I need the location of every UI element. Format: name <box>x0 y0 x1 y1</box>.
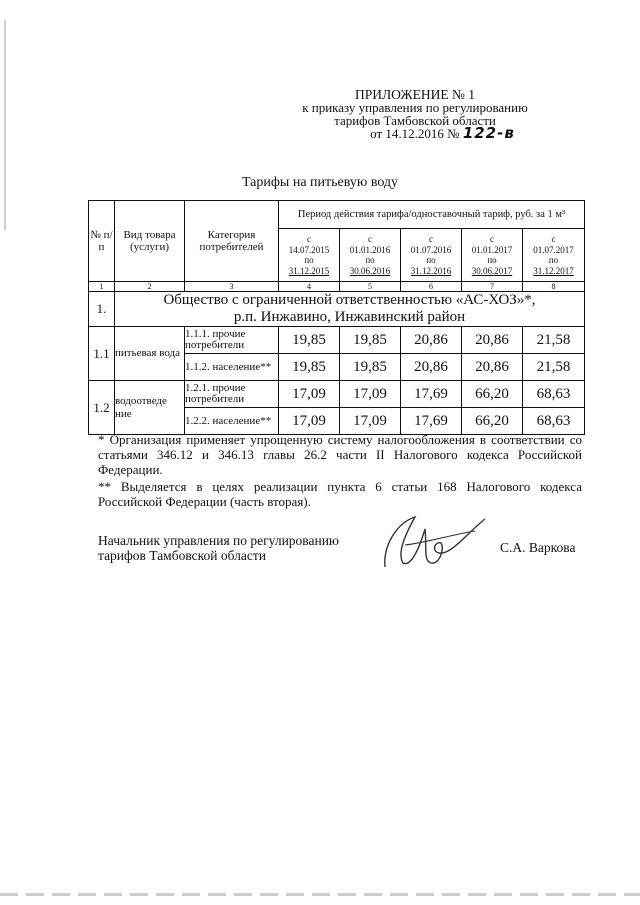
tariff-value: 17,09 <box>340 408 401 435</box>
table-row <box>89 381 585 408</box>
period-start: 14.07.2015 <box>288 244 330 255</box>
column-number-1: 1 <box>89 282 115 292</box>
order-reference-line: к приказу управления по регулированию <box>302 100 528 115</box>
footnotes <box>98 432 582 511</box>
period-from: с <box>368 234 372 244</box>
tariff-value: 68,63 <box>523 381 585 408</box>
scan-edge-mark <box>4 20 6 230</box>
period-cell-3 <box>401 229 462 282</box>
organization-row <box>89 292 585 327</box>
column-number-4: 4 <box>279 282 340 292</box>
tariff-value: 17,69 <box>401 381 462 408</box>
tariff-value: 66,20 <box>462 408 523 435</box>
tariff-value: 21,58 <box>523 327 585 354</box>
tariff-value: 66,20 <box>462 381 523 408</box>
signatory-name: С.А. Варкова <box>500 540 576 555</box>
group-index: 1.2 <box>89 381 115 435</box>
tariff-value: 17,09 <box>279 408 340 435</box>
tariff-value: 20,86 <box>401 354 462 381</box>
period-cell-5 <box>523 229 585 282</box>
handwritten-signature-icon <box>375 505 490 575</box>
consumer-category: 1.2.2. население** <box>185 408 279 435</box>
footnote-vat: ** Выделяется в целях реализации пункта 6 статьи 168 Налогового кодекса Российской Федерации (часть вторая). <box>98 479 582 509</box>
period-to: по <box>426 255 436 265</box>
document-header <box>250 88 580 140</box>
period-end: 30.06.2017 <box>471 265 513 276</box>
period-end: 30.06.2016 <box>349 265 391 276</box>
period-start: 01.01.2017 <box>471 244 513 255</box>
goods-type: водоотведе ние <box>115 381 185 435</box>
tariff-value: 17,09 <box>340 381 401 408</box>
tariff-value: 19,85 <box>279 327 340 354</box>
signatory-position <box>98 533 339 563</box>
header-period-caption: Период действия тарифа/одноставочный тариф, руб. за 1 м³ <box>279 201 585 229</box>
organization-name-line2: р.п. Инжавино, Инжавинский район <box>233 309 466 325</box>
header-goods: Вид товара (услуги) <box>115 201 185 282</box>
period-end: 31.12.2017 <box>533 265 574 276</box>
consumer-category: 1.1.1. прочие потребители <box>185 327 279 354</box>
period-end: 31.12.2015 <box>288 265 330 276</box>
table-row <box>89 327 585 354</box>
goods-type: питьевая вода <box>115 327 185 381</box>
consumer-category: 1.2.1. прочие потребители <box>185 381 279 408</box>
appendix-title: ПРИЛОЖЕНИЕ № 1 <box>354 87 476 102</box>
period-to: по <box>487 255 497 265</box>
consumer-category: 1.1.2. население** <box>185 354 279 381</box>
tariff-value: 19,85 <box>279 354 340 381</box>
signatory-position-line1: Начальник управления по регулированию <box>98 533 340 548</box>
footnote-tax-system: * Организация применяет упрощенную систему налогообложения в соответствии со статьями 346.12 и 346.13 главы 26.2 части II Налогового кодекса Российской Федерации. <box>98 432 582 477</box>
column-number-8: 8 <box>523 282 585 292</box>
period-to: по <box>304 255 314 265</box>
period-from: с <box>307 234 311 244</box>
order-number-handwritten: 122-в <box>462 124 515 142</box>
period-cell-4 <box>462 229 523 282</box>
tariff-value: 68,63 <box>523 408 585 435</box>
period-from: с <box>551 234 556 244</box>
period-start: 01.07.2016 <box>410 244 452 255</box>
column-number-2: 2 <box>115 282 185 292</box>
period-from: с <box>429 234 433 244</box>
document-title: Тарифы на питьевую воду <box>241 175 399 190</box>
period-start: 01.01.2016 <box>349 244 391 255</box>
tariff-value: 21,58 <box>523 354 585 381</box>
header-category: Категория потребителей <box>185 201 279 282</box>
scan-bottom-edge <box>0 893 640 896</box>
period-from: с <box>490 234 494 244</box>
organization-name <box>115 292 585 327</box>
tariff-value: 19,85 <box>340 354 401 381</box>
period-cell-1 <box>279 229 340 282</box>
tariff-value: 19,85 <box>340 327 401 354</box>
period-cell-2 <box>340 229 401 282</box>
order-date: от 14.12.2016 № <box>370 126 460 141</box>
tariff-value: 20,86 <box>462 354 523 381</box>
column-number-row <box>89 282 585 292</box>
organization-name-line1: Общество с ограниченной ответственностью «АС-ХОЗ»*, <box>163 292 536 308</box>
group-index: 1.1 <box>89 327 115 381</box>
tariff-table <box>88 200 585 435</box>
period-end: 31.12.2016 <box>410 265 452 276</box>
column-number-5: 5 <box>340 282 401 292</box>
column-number-7: 7 <box>462 282 523 292</box>
organization-index: 1. <box>89 292 115 327</box>
tariff-value: 20,86 <box>401 327 462 354</box>
period-to: по <box>365 255 375 265</box>
signatory-position-line2: тарифов Тамбовской области <box>98 548 266 563</box>
table-header-row <box>89 201 585 229</box>
period-start: 01.07.2017 <box>533 244 574 255</box>
column-number-3: 3 <box>185 282 279 292</box>
authority-name-line: тарифов Тамбовской области <box>334 113 496 128</box>
order-date-line <box>370 124 515 142</box>
period-to: по <box>548 255 559 265</box>
header-number: № п/п <box>89 201 115 282</box>
tariff-value: 17,69 <box>401 408 462 435</box>
tariff-value: 20,86 <box>462 327 523 354</box>
column-number-6: 6 <box>401 282 462 292</box>
tariff-value: 17,09 <box>279 381 340 408</box>
